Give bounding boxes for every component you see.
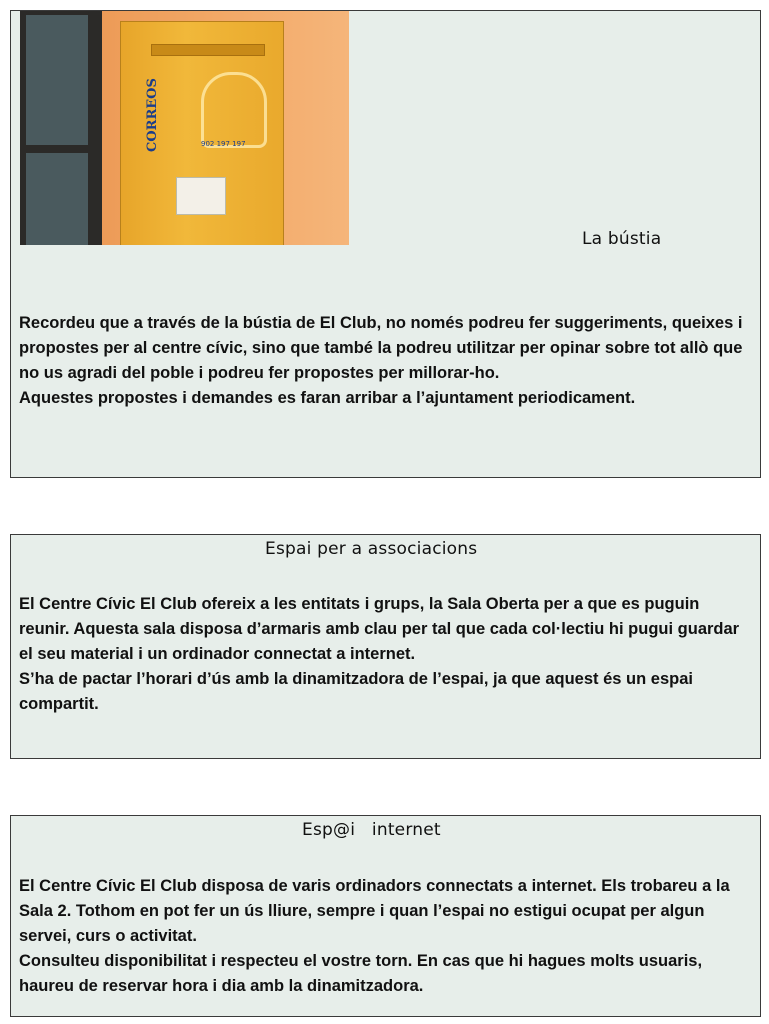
mailbox-label [176, 177, 226, 215]
section-title: Espai per a associacions [265, 539, 478, 559]
section-title: Esp@i internet [302, 820, 441, 840]
mailbox-photo [20, 11, 349, 245]
mail-slot [151, 44, 265, 56]
crown-logo-icon [201, 72, 267, 148]
paragraph: Aquestes propostes i demandes es faran arribar a l’ajuntament periodicament. [19, 389, 636, 407]
paragraph: El Centre Cívic El Club ofereix a les entitats i grups, la Sala Oberta per a que es puguin reunir. Aquesta sala disposa d’armaris amb clau per tal que cada col·lectiu hi pugui guardar el seu material i un ordinador connectat a internet. [19, 595, 740, 663]
section-internet [10, 815, 761, 1017]
paragraph: Consulteu disponibilitat i respecteu el vostre torn. En cas que hi hagues molts usuaris, haureu de reservar hora i dia amb la dinamitzadora. [19, 952, 703, 995]
mailbox-brand: CORREOS [145, 78, 160, 152]
paragraph: S’ha de pactar l’horari d’ús amb la dinamitzadora de l’espai, ja que aquest és un espai compartit. [19, 670, 693, 713]
paragraph: El Centre Cívic El Club disposa de varis ordinadors connectats a internet. Els trobareu a la Sala 2. Tothom en pot fer un ús lliure, sempre i quan l’espai no estigui ocupat per algun servei, curs o activitat. [19, 877, 730, 945]
section-body [19, 592, 746, 717]
section-body [19, 311, 746, 411]
paragraph: Recordeu que a través de la bústia de El Club, no només podreu fer suggeriments, queixes i propostes per al centre cívic, sino que també la podreu utilitzar per opinar sobre tot allò que no us agradi del poble i podreu fer propostes per millorar-ho. [19, 314, 743, 382]
window-frame [20, 11, 102, 245]
section-bustia [10, 10, 761, 478]
mailbox [120, 21, 284, 245]
section-body [19, 874, 746, 999]
section-associacions [10, 534, 761, 759]
mailbox-phone: 902 197 197 [201, 140, 246, 148]
section-title: La bústia [582, 229, 662, 249]
